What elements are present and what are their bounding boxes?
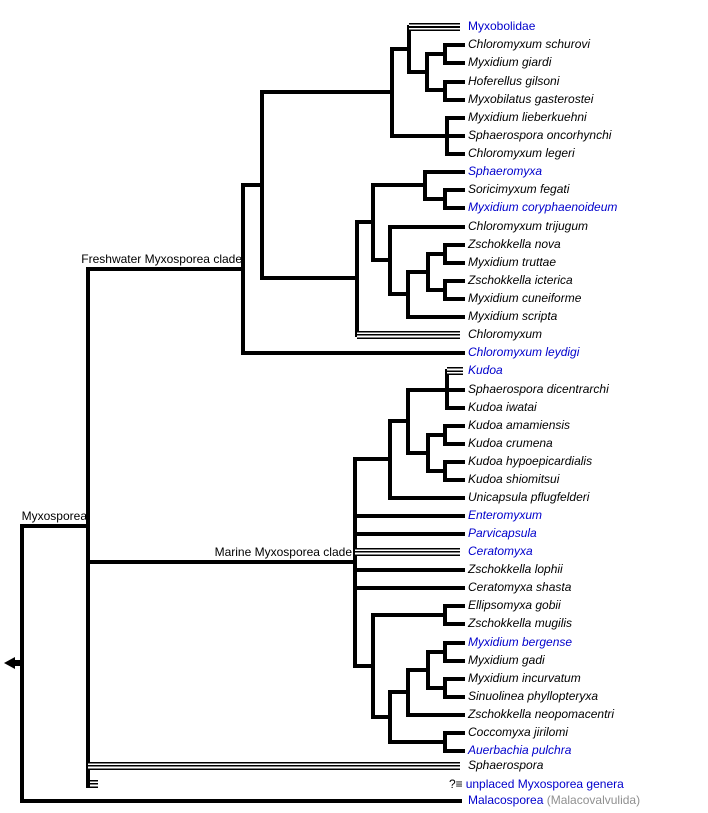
taxon-label (468, 219, 588, 234)
taxon-name: Zschokkella icterica (468, 273, 573, 287)
taxon-label (468, 146, 575, 161)
taxon-label[interactable] (468, 345, 579, 360)
branch-line-horizontal (86, 560, 357, 564)
taxon-name[interactable]: Myxidium bergense (468, 635, 573, 649)
taxon-name: Myxidium truttae (468, 255, 557, 269)
branch-line-vertical (426, 650, 430, 690)
taxon-name: Coccomyxa jirilomi (468, 725, 569, 739)
taxon-label[interactable] (449, 777, 624, 792)
taxon-name: Unicapsula pflugfelderi (468, 490, 590, 504)
branch-line-horizontal (353, 532, 465, 536)
taxon-name: Sphaerospora oncorhynchi (468, 128, 612, 142)
branch-line-vertical (443, 460, 447, 482)
branch-line-horizontal (388, 225, 465, 229)
taxon-label (468, 671, 581, 686)
taxon-label (468, 472, 559, 487)
collapsed-clade-triple-line (447, 367, 463, 375)
taxon-label (468, 74, 559, 89)
taxon-label[interactable] (468, 526, 537, 541)
taxon-name: Kudoa crumena (468, 436, 553, 450)
taxon-label (468, 562, 563, 577)
taxon-label (468, 490, 589, 505)
taxon-label[interactable] (468, 743, 571, 758)
branch-line-vertical (388, 225, 392, 296)
branch-line-vertical (445, 116, 449, 156)
taxon-label (468, 309, 557, 324)
taxon-label (468, 382, 609, 397)
taxon-label (468, 327, 542, 342)
taxon-label (468, 725, 568, 740)
branch-line-vertical (406, 388, 410, 455)
taxon-name[interactable]: Parvicapsula (468, 526, 537, 540)
branch-line-horizontal (406, 315, 465, 319)
branch-line-vertical (371, 183, 375, 262)
taxon-name: Myxidium gadi (468, 653, 545, 667)
taxon-name: Kudoa hypoepicardialis (468, 454, 593, 468)
branch-line-vertical (445, 369, 449, 410)
taxon-name: Ellipsomyxa gobii (468, 598, 561, 612)
taxon-name: Kudoa iwatai (468, 400, 537, 414)
taxon-label[interactable] (468, 164, 542, 179)
taxon-name: Chloromyxum legeri (468, 146, 575, 160)
taxon-name: Myxidium scripta (468, 309, 558, 323)
taxon-name: Zschokkella neopomacentri (468, 707, 615, 721)
branch-line-horizontal (371, 183, 427, 187)
taxon-label (468, 291, 581, 306)
branch-line-vertical (426, 252, 430, 292)
taxon-label[interactable] (468, 508, 542, 523)
branch-line-vertical (406, 270, 410, 319)
taxon-name: Chloromyxum trijugum (468, 219, 589, 233)
taxon-name: Soricimyxum fegati (468, 182, 570, 196)
taxon-label (468, 128, 611, 143)
branch-line-vertical (443, 731, 447, 753)
collapsed-clade-triple-line (409, 23, 460, 31)
branch-line-vertical (406, 668, 410, 717)
branch-line-vertical (425, 52, 429, 92)
branch-line-horizontal (353, 457, 392, 461)
branch-line-vertical (260, 90, 264, 280)
branch-line-vertical (443, 604, 447, 626)
taxon-name[interactable]: Kudoa (468, 363, 503, 377)
branch-line-vertical (443, 43, 447, 65)
taxon-label (468, 758, 543, 773)
taxon-name: Kudoa shiomitsui (468, 472, 560, 486)
branch-line-vertical (426, 433, 430, 473)
branch-line-horizontal (406, 713, 465, 717)
taxon-name[interactable]: Auerbachia pulchra (468, 743, 572, 757)
taxon-name[interactable]: Malacosporea (468, 793, 544, 807)
collapsed-clade-triple-line (355, 548, 460, 556)
taxon-label (468, 418, 570, 433)
root-continues-arrow-icon (4, 657, 15, 669)
taxon-name: Hoferellus gilsoni (468, 74, 560, 88)
taxon-label (468, 237, 561, 252)
taxon-label (468, 707, 614, 722)
taxon-label (468, 255, 556, 270)
taxon-label[interactable] (468, 544, 533, 559)
branch-line-horizontal (20, 524, 90, 528)
taxon-name[interactable]: unplaced Myxosporea genera (465, 777, 624, 791)
taxon-name: Myxidium giardi (468, 55, 552, 69)
branch-line-horizontal (406, 388, 449, 392)
taxon-label[interactable] (468, 19, 535, 34)
uncertain-attachment-marker: ?≡ (449, 777, 463, 791)
taxon-label (468, 598, 561, 613)
branch-line-vertical (390, 47, 394, 138)
branch-line-vertical (371, 613, 375, 719)
taxon-name[interactable]: Sphaeromyxa (468, 164, 543, 178)
taxon-name: Sphaerospora dicentrarchi (468, 382, 609, 396)
taxon-label (468, 653, 545, 668)
branch-line-horizontal (390, 134, 449, 138)
clade-label: Marine Myxosporea clade (214, 545, 352, 559)
branch-line-horizontal (260, 276, 359, 280)
taxon-label (468, 273, 573, 288)
taxon-name[interactable]: Myxobolidae (468, 19, 536, 33)
taxon-label[interactable] (468, 793, 640, 808)
branch-line-horizontal (388, 496, 465, 500)
collapsed-clade-triple-line (88, 762, 460, 770)
taxon-label (468, 454, 592, 469)
taxon-label (468, 400, 537, 415)
taxon-label (468, 689, 598, 704)
taxon-label[interactable] (468, 363, 503, 378)
root-arrow-nub (15, 660, 21, 666)
taxon-label[interactable] (468, 635, 572, 650)
taxon-name: Chloromyxum (468, 327, 543, 341)
branch-line-vertical (443, 80, 447, 102)
branch-line-vertical (86, 267, 90, 788)
taxon-label (468, 616, 572, 631)
taxon-name: Myxidium incurvatum (468, 671, 581, 685)
taxon-label[interactable] (468, 200, 617, 215)
taxon-name: Sphaerospora (468, 758, 544, 772)
taxon-name: Ceratomyxa shasta (468, 580, 572, 594)
branch-line-vertical (388, 419, 392, 500)
branch-line-horizontal (86, 267, 245, 271)
branch-line-vertical (407, 25, 411, 74)
taxon-name: Zschokkella nova (468, 237, 561, 251)
branch-line-vertical (443, 677, 447, 699)
branch-line-horizontal (353, 568, 465, 572)
taxon-name: Zschokkella lophii (468, 562, 563, 576)
branch-line-horizontal (353, 586, 465, 590)
collapsed-clade-triple-line (357, 331, 460, 339)
branch-line-vertical (241, 183, 245, 355)
branch-line-horizontal (371, 613, 447, 617)
clade-label: Myxosporea (21, 509, 87, 523)
taxon-label (468, 182, 569, 197)
taxon-name: Zschokkella mugilis (468, 616, 573, 630)
branch-line-horizontal (260, 90, 394, 94)
branch-line-vertical (443, 279, 447, 301)
taxon-suffix: (Malacovalvulida) (543, 793, 641, 807)
spine-end-triple-mark (90, 780, 98, 788)
branch-line-horizontal (20, 799, 462, 803)
taxon-name: Myxidium cuneiforme (468, 291, 582, 305)
branch-line-horizontal (241, 351, 465, 355)
taxon-name: Myxidium lieberkuehni (468, 110, 587, 124)
branch-line-horizontal (423, 170, 465, 174)
branch-line-horizontal (353, 514, 465, 518)
branch-line-vertical (355, 220, 359, 337)
taxon-name[interactable]: Chloromyxum leydigi (468, 345, 580, 359)
taxon-name: Kudoa amamiensis (468, 418, 571, 432)
clade-label: Freshwater Myxosporea clade (81, 252, 242, 266)
branch-line-vertical (423, 170, 427, 201)
branch-line-vertical (443, 243, 447, 265)
taxon-name[interactable]: Ceratomyxa (468, 544, 533, 558)
taxon-label (468, 436, 553, 451)
taxon-name: Sinuolinea phyllopteryxa (468, 689, 599, 703)
branch-line-vertical (443, 641, 447, 663)
taxon-label (468, 110, 587, 125)
branch-line-vertical (353, 457, 357, 668)
taxon-label (468, 92, 593, 107)
taxon-label (468, 580, 571, 595)
taxon-name: Myxobilatus gasterostei (468, 92, 594, 106)
taxon-name[interactable]: Myxidium coryphaenoideum (468, 200, 618, 214)
taxon-name: Chloromyxum schurovi (468, 37, 591, 51)
taxon-label (468, 55, 551, 70)
taxon-label (468, 37, 590, 52)
branch-line-vertical (388, 690, 392, 744)
branch-line-vertical (443, 424, 447, 446)
taxon-name[interactable]: Enteromyxum (468, 508, 543, 522)
branch-line-vertical (443, 188, 447, 210)
branch-line-horizontal (388, 740, 447, 744)
